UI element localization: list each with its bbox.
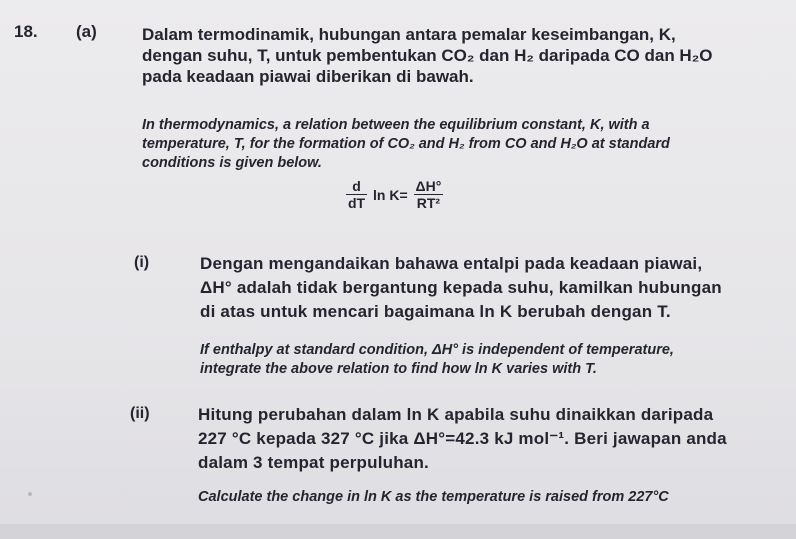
intro-malay-line: dengan suhu, T, untuk pembentukan CO₂ dan H₂ daripada CO dan H₂O bbox=[142, 46, 713, 65]
intro-malay-line: Dalam termodinamik, hubungan antara pemalar keseimbangan, K, bbox=[142, 25, 676, 44]
intro-english-line: conditions is given below. bbox=[142, 155, 322, 171]
subpart-ii-malay-line: 227 °C kepada 327 °C jika ΔH°=42.3 kJ mol⁻¹. Beri jawapan anda bbox=[198, 429, 727, 448]
intro-english-line: temperature, T, for the formation of CO₂ and H₂ from CO and H₂O at standard bbox=[142, 136, 670, 152]
question-number: 18. bbox=[14, 22, 38, 41]
page-bottom-edge bbox=[0, 524, 796, 539]
subpart-ii-english-line: Calculate the change in ln K as the temperature is raised from 227°C bbox=[198, 489, 669, 505]
subpart-i-malay-line: Dengan mengandaikan bahawa entalpi pada keadaan piawai, bbox=[200, 254, 703, 273]
subpart-label-i: (i) bbox=[134, 254, 150, 271]
question-part-label: (a) bbox=[76, 22, 97, 41]
subpart-ii-english bbox=[198, 488, 669, 507]
subpart-i-english-line: If enthalpy at standard condition, ΔH° is independent of temperature, bbox=[200, 342, 674, 358]
subpart-i-malay-line: ΔH° adalah tidak bergantung kepada suhu, kamilkan hubungan bbox=[200, 278, 722, 297]
enthalpy-fraction bbox=[414, 178, 444, 211]
derivative-denominator: dT bbox=[348, 195, 366, 211]
subpart-label-ii: (ii) bbox=[130, 405, 150, 422]
ln-k-term: ln K= bbox=[373, 186, 408, 203]
subpart-i-malay bbox=[200, 252, 722, 324]
subpart-i-malay-line: di atas untuk mencari bagaimana ln K berubah dengan T. bbox=[200, 302, 671, 321]
subpart-i-english-line: integrate the above relation to find how ln K varies with T. bbox=[200, 361, 597, 377]
subpart-i-english bbox=[200, 341, 674, 379]
enthalpy-denominator: RT² bbox=[416, 195, 441, 211]
page-speck bbox=[28, 492, 32, 496]
intro-english bbox=[142, 116, 670, 173]
enthalpy-numerator: ΔH° bbox=[415, 178, 442, 194]
subpart-ii-malay-line: Hitung perubahan dalam ln K apabila suhu dinaikkan daripada bbox=[198, 405, 714, 424]
intro-malay-line: pada keadaan piawai diberikan di bawah. bbox=[142, 67, 474, 86]
subpart-ii-malay-line: dalam 3 tempat perpuluhan. bbox=[198, 453, 429, 472]
derivative-numerator: d bbox=[346, 178, 367, 195]
derivative-fraction bbox=[346, 178, 367, 211]
intro-malay bbox=[142, 24, 712, 87]
intro-english-line: In thermodynamics, a relation between the equilibrium constant, K, with a bbox=[142, 117, 650, 133]
vant-hoff-equation bbox=[346, 178, 443, 234]
subpart-ii-malay bbox=[198, 403, 727, 475]
